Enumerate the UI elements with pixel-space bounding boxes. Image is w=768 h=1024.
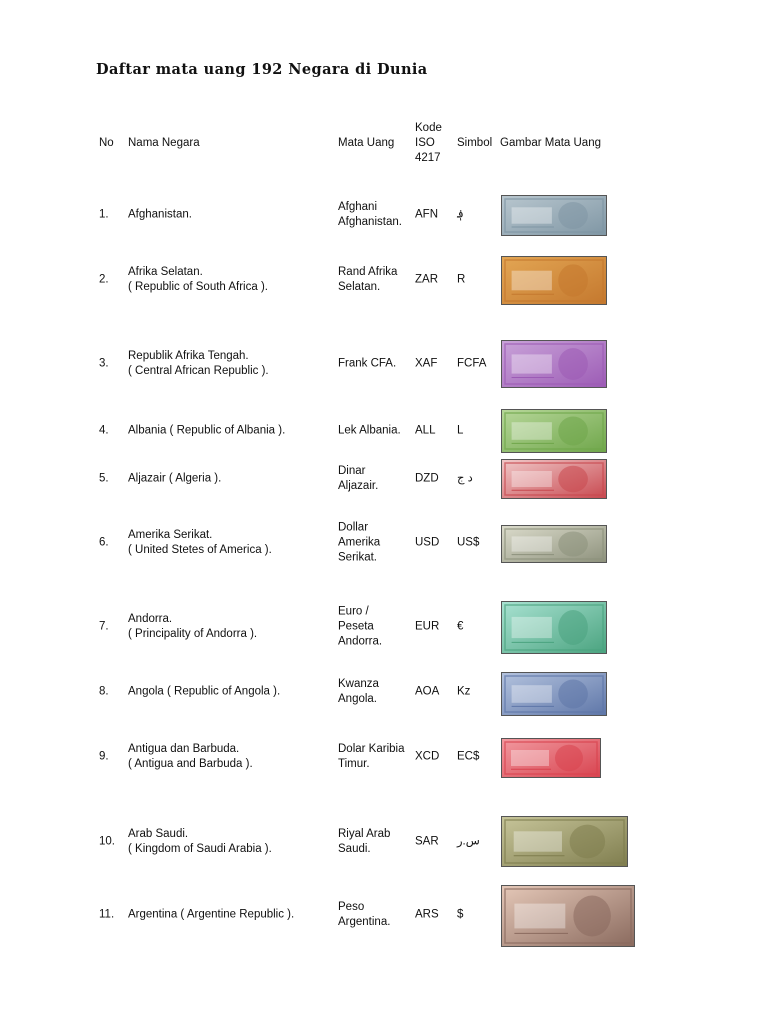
country-name-line: Albania ( Republic of Albania ). <box>128 424 286 437</box>
row-number: 8. <box>99 685 109 698</box>
currency-name-line: Kwanza <box>338 678 379 690</box>
riyal-banknote-image <box>501 816 628 867</box>
us-dollar-banknote-image-graphic <box>501 525 607 563</box>
header-iso-line: 4217 <box>415 152 441 164</box>
euro-banknote-image <box>501 601 607 654</box>
currency-name-line: Selatan. <box>338 281 381 293</box>
country-name-line: ( Principality of Andorra ). <box>128 628 258 640</box>
country-name-line: ( Central African Republic ). <box>128 365 269 377</box>
currency-symbol: R <box>457 273 466 286</box>
header-image: Gambar Mata Uang <box>500 137 601 149</box>
country-name-line: Angola ( Republic of Angola ). <box>128 685 281 698</box>
currency-name <box>338 200 402 230</box>
currency-name-line: Euro / <box>338 605 369 618</box>
header-currency: Mata Uang <box>338 137 395 149</box>
header-iso <box>415 121 442 166</box>
country-name <box>128 685 280 700</box>
currency-name-line: Afghani <box>338 201 378 213</box>
iso-code: AFN <box>415 208 438 221</box>
country-name <box>128 424 285 439</box>
currency-name-line: Peseta <box>338 620 374 633</box>
header-symbol: Simbol <box>457 137 493 149</box>
lek-banknote-image-graphic <box>501 409 607 453</box>
peso-banknote-image-graphic <box>501 885 635 947</box>
iso-code: ARS <box>415 908 439 921</box>
cfa-franc-banknote-image-graphic <box>501 340 607 388</box>
iso-code: SAR <box>415 835 439 848</box>
iso-code: AOA <box>415 685 440 698</box>
euro-banknote-image-graphic <box>501 601 607 654</box>
rand-banknote-image-graphic <box>501 256 607 305</box>
currency-name <box>338 605 382 650</box>
currency-symbol: EC$ <box>457 750 480 763</box>
dinar-banknote-image <box>501 459 607 499</box>
riyal-banknote-image-graphic <box>501 816 628 867</box>
dinar-banknote-image-graphic <box>501 459 607 499</box>
country-name-line: Aljazair ( Algeria ). <box>128 472 222 485</box>
iso-code: USD <box>415 536 440 549</box>
row-number: 7. <box>99 620 109 633</box>
afghani-banknote-image-graphic <box>501 195 607 236</box>
currency-name-line: Timur. <box>338 758 370 770</box>
iso-code: ZAR <box>415 273 438 286</box>
currency-name <box>338 265 397 295</box>
country-name-line: ( Republic of South Africa ). <box>128 281 268 293</box>
country-name-line: ( Antigua and Barbuda ). <box>128 758 253 770</box>
country-name <box>128 612 257 642</box>
currency-name <box>338 900 390 930</box>
header-name: Nama Negara <box>128 137 200 149</box>
country-name-line: Amerika Serikat. <box>128 529 213 541</box>
currency-name-line: Frank CFA. <box>338 357 397 370</box>
currency-name-line: Serikat. <box>338 551 377 564</box>
country-name-line: ( Kingdom of Saudi Arabia ). <box>128 843 272 855</box>
currency-name-line: Amerika <box>338 536 381 549</box>
rand-banknote-image <box>501 256 607 305</box>
country-name-line: Republik Afrika Tengah. <box>128 350 249 362</box>
row-number: 5. <box>99 472 109 485</box>
currency-name-line: Argentina. <box>338 916 391 928</box>
currency-name <box>338 742 404 772</box>
page-title: Daftar mata uang 192 Negara di Dunia <box>96 61 428 78</box>
country-name-line: Afrika Selatan. <box>128 266 203 278</box>
row-number: 9. <box>99 750 109 763</box>
header-iso-line: Kode <box>415 122 442 134</box>
iso-code: EUR <box>415 620 440 633</box>
country-name-line: Antigua dan Barbuda. <box>128 743 240 755</box>
currency-name-line: Lek Albania. <box>338 424 401 437</box>
cfa-franc-banknote-image <box>501 340 607 388</box>
country-name-line: Arab Saudi. <box>128 828 189 840</box>
country-name-line: ( United Stetes of America ). <box>128 544 272 556</box>
header-iso-line: ISO <box>415 137 435 149</box>
country-name <box>128 827 272 857</box>
currency-name-line: Angola. <box>338 693 378 705</box>
us-dollar-banknote-image <box>501 525 607 563</box>
currency-symbol: FCFA <box>457 357 487 370</box>
country-name-line: Afghanistan. <box>128 208 192 221</box>
country-name <box>128 208 192 223</box>
currency-name <box>338 424 401 439</box>
country-name <box>128 528 272 558</box>
ec-dollar-banknote-image-graphic <box>501 738 601 778</box>
currency-name-line: Saudi. <box>338 843 371 855</box>
currency-symbol: € <box>457 620 464 633</box>
row-number: 3. <box>99 357 109 370</box>
currency-symbol: US$ <box>457 536 480 549</box>
currency-symbol: $ <box>457 908 464 921</box>
country-name <box>128 349 269 379</box>
currency-symbol: L <box>457 424 464 437</box>
currency-name <box>338 357 396 372</box>
header-no: No <box>99 137 114 149</box>
currency-name-line: Andorra. <box>338 635 383 648</box>
kwanza-banknote-image <box>501 672 607 716</box>
currency-name <box>338 464 378 494</box>
currency-symbol: Kz <box>457 685 471 698</box>
currency-name-line: Dollar <box>338 521 369 534</box>
country-name-line: Argentina ( Argentine Republic ). <box>128 908 295 921</box>
currency-name-line: Aljazair. <box>338 480 379 492</box>
lek-banknote-image <box>501 409 607 453</box>
row-number: 10. <box>99 835 115 848</box>
iso-code: DZD <box>415 472 439 485</box>
currency-name-line: Afghanistan. <box>338 216 402 228</box>
country-name <box>128 908 294 923</box>
ec-dollar-banknote-image <box>501 738 601 778</box>
iso-code: XCD <box>415 750 440 763</box>
row-number: 6. <box>99 536 109 549</box>
currency-name-line: Dolar Karibia <box>338 743 405 755</box>
currency-name <box>338 677 379 707</box>
currency-name-line: Peso <box>338 901 365 913</box>
peso-banknote-image <box>501 885 635 947</box>
kwanza-banknote-image-graphic <box>501 672 607 716</box>
iso-code: ALL <box>415 424 436 437</box>
country-name <box>128 742 253 772</box>
row-number: 1. <box>99 208 109 221</box>
currency-name-line: Riyal Arab <box>338 828 391 840</box>
iso-code: XAF <box>415 357 438 370</box>
currency-name-line: Rand Afrika <box>338 266 398 278</box>
afghani-banknote-image <box>501 195 607 236</box>
country-name <box>128 265 268 295</box>
row-number: 2. <box>99 273 109 286</box>
row-number: 4. <box>99 424 109 437</box>
country-name <box>128 472 221 487</box>
currency-symbol: س.ر <box>457 835 480 848</box>
row-number: 11. <box>99 908 115 921</box>
country-name-line: Andorra. <box>128 613 173 625</box>
currency-symbol: د ج <box>457 472 473 485</box>
currency-name <box>338 827 390 857</box>
currency-name-line: Dinar <box>338 465 366 477</box>
currency-name <box>338 521 380 566</box>
currency-symbol: ؋ <box>457 208 464 221</box>
